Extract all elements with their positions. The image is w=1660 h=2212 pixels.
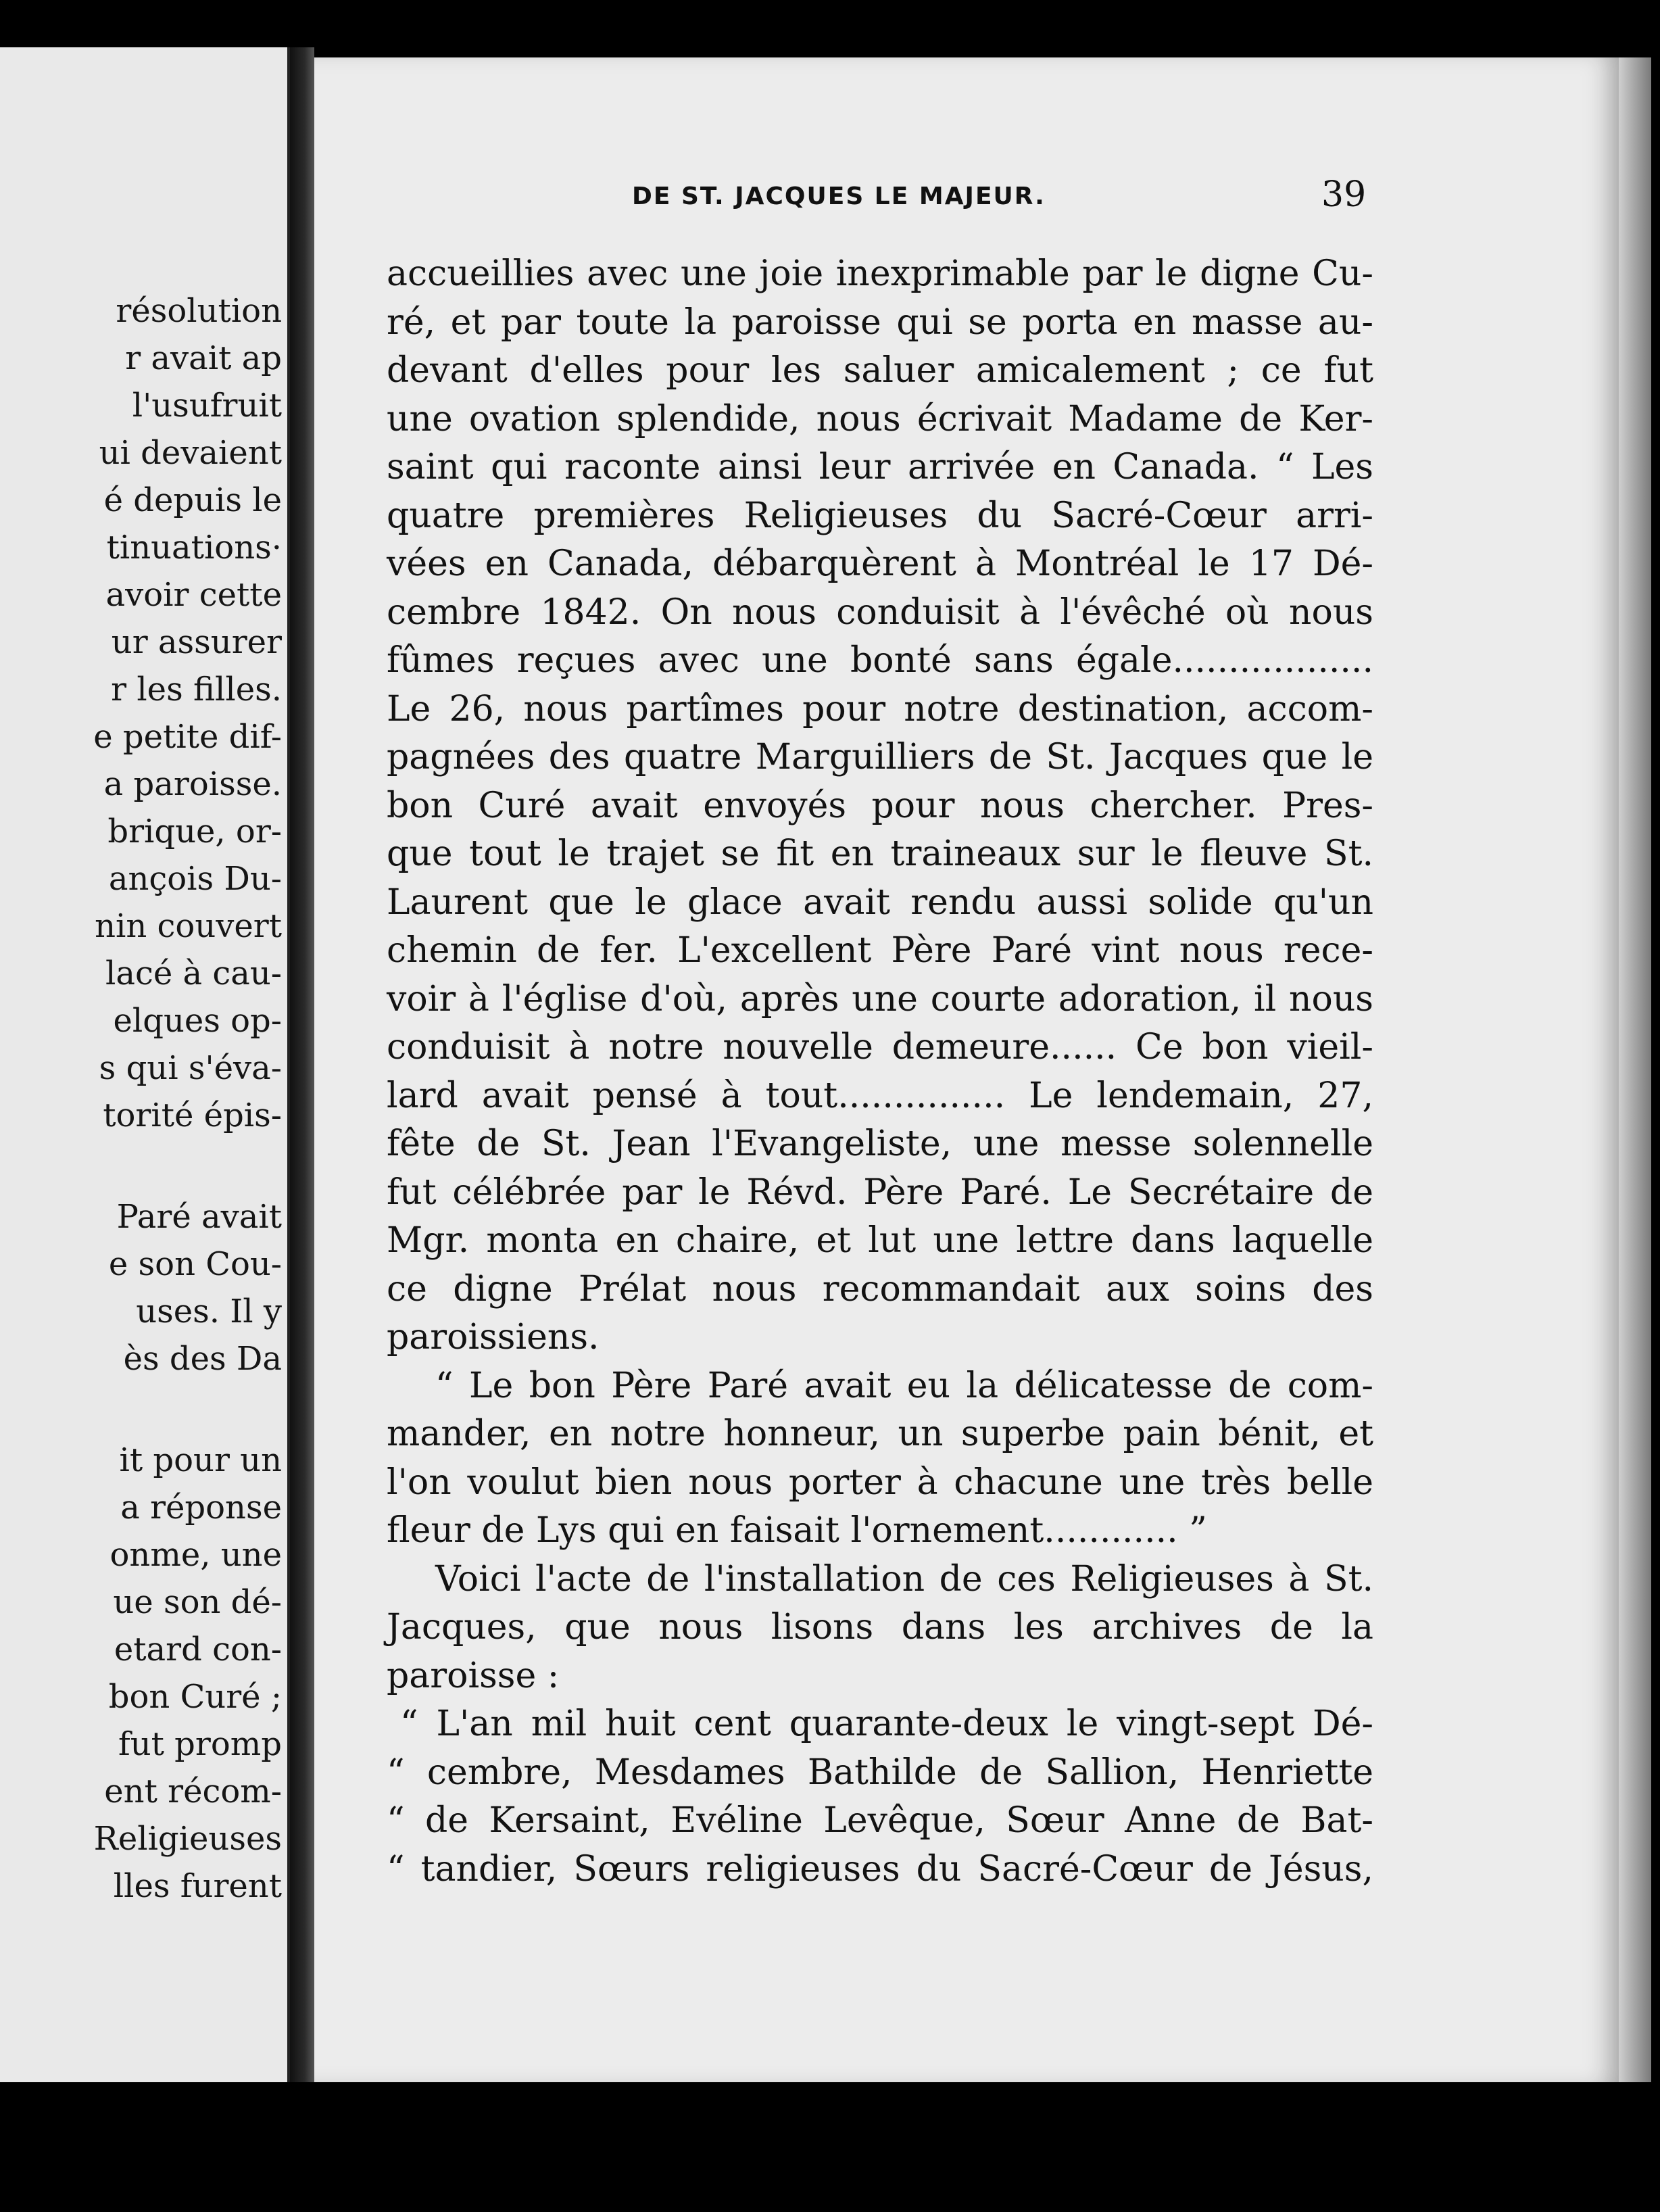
text-line: bon Curé avait envoyés pour nous chercher. Pres-: [387, 785, 1373, 826]
left-line: etard con-: [114, 1631, 282, 1668]
left-line: Religieuses: [93, 1820, 282, 1858]
left-line: uses. Il y: [136, 1293, 282, 1330]
text-line: “ cembre, Mesdames Bathilde de Sallion, Henriette: [387, 1752, 1373, 1793]
left-line: fut promp: [118, 1725, 282, 1763]
left-line: r les filles.: [111, 671, 282, 708]
text-line: paroissiens.: [387, 1317, 600, 1357]
left-line: r avait ap: [125, 339, 282, 377]
left-line: e son Cou-: [108, 1245, 282, 1283]
text-line: fête de St. Jean l'Evangeliste, une messe solennelle: [387, 1124, 1373, 1164]
left-line: é depuis le: [103, 481, 282, 519]
left-line: e petite dif-: [93, 718, 282, 756]
left-line: bon Curé ;: [108, 1678, 282, 1716]
left-line: elques op-: [113, 1002, 282, 1040]
left-line: onme, une: [109, 1536, 282, 1574]
left-line: brique, or-: [107, 813, 282, 850]
text-line: pagnées des quatre Marguilliers de St. Jacques que le: [387, 737, 1373, 777]
left-line: ès des Da: [123, 1340, 282, 1378]
text-line: voir à l'église d'où, après une courte adoration, il nous: [387, 978, 1373, 1019]
text-line: Mgr. monta en chaire, et lut une lettre dans laquelle: [387, 1220, 1373, 1261]
left-line: Paré avait: [116, 1198, 282, 1236]
body-text: [387, 250, 1373, 1894]
text-line: quatre premières Religieuses du Sacré-Cœur arri-: [387, 495, 1373, 536]
text-line: Le 26, nous partîmes pour notre destination, accom-: [387, 688, 1373, 729]
left-page-fragment: [0, 47, 290, 2082]
text-line: “ de Kersaint, Evéline Levêque, Sœur Anne de Bat-: [387, 1800, 1373, 1841]
text-line: une ovation splendide, nous écrivait Madame de Ker-: [387, 398, 1373, 439]
text-line: cembre 1842. On nous conduisit à l'évêché où nous: [387, 592, 1373, 633]
text-line: ré, et par toute la paroisse qui se porta en masse au-: [387, 302, 1373, 343]
text-line: “ tandier, Sœurs religieuses du Sacré-Cœur de Jésus,: [387, 1848, 1373, 1890]
text-line: mander, en notre honneur, un superbe pain bénit, et: [387, 1414, 1373, 1454]
running-head: DE ST. JACQUES LE MAJEUR.: [632, 183, 1046, 210]
text-line: vées en Canada, débarquèrent à Montréal le 17 Dé-: [387, 544, 1373, 584]
page-edge: [1619, 57, 1651, 2082]
left-line: a réponse: [120, 1489, 282, 1526]
left-line: it pour un: [119, 1441, 282, 1479]
left-line: avoir cette: [105, 576, 282, 614]
left-line: tinuations·: [106, 529, 282, 567]
text-line: ce digne Prélat nous recommandait aux soins des: [387, 1268, 1373, 1309]
text-line: que tout le trajet se fit en traineaux sur le fleuve St.: [387, 834, 1373, 874]
text-line: paroisse :: [387, 1655, 560, 1696]
left-line: ui devaient: [99, 434, 282, 472]
left-line: ent récom-: [104, 1773, 282, 1810]
page-number: 39: [1321, 174, 1367, 215]
text-line: l'on voulut bien nous porter à chacune une très belle: [387, 1462, 1373, 1503]
text-line: lard avait pensé à tout............... Le lendemain, 27,: [387, 1075, 1373, 1116]
left-line: nin couvert: [95, 907, 282, 945]
left-line: lacé à cau-: [105, 955, 282, 992]
text-line: chemin de fer. L'excellent Père Paré vint nous rece-: [387, 930, 1373, 971]
text-line: Voici l'acte de l'installation de ces Religieuses à St.: [435, 1558, 1373, 1600]
text-line: conduisit à notre nouvelle demeure...... Ce bon vieil-: [387, 1027, 1373, 1067]
text-line: fleur de Lys qui en faisait l'ornement............ ”: [387, 1510, 1207, 1551]
left-line: ue son dé-: [113, 1583, 282, 1621]
text-line: fut célébrée par le Révd. Père Paré. Le Secrétaire de: [387, 1172, 1373, 1213]
left-line: ançois Du-: [108, 860, 282, 898]
text-line: fûmes reçues avec une bonté sans égale..................: [387, 640, 1373, 681]
text-line: devant d'elles pour les saluer amicalement ; ce fut: [387, 350, 1373, 391]
text-line: “ L'an mil huit cent quarante-deux le vingt-sept Dé-: [400, 1704, 1373, 1744]
text-line: saint qui raconte ainsi leur arrivée en Canada. “ Les: [387, 447, 1373, 487]
left-line: résolution: [116, 292, 282, 330]
left-line: torité épis-: [103, 1097, 282, 1134]
left-line: l'usufruit: [132, 387, 282, 425]
text-line: Jacques, que nous lisons dans les archives de la: [387, 1607, 1373, 1648]
left-line: lles furent: [113, 1867, 282, 1905]
book-gutter: [290, 47, 314, 2082]
left-line: s qui s'éva-: [99, 1049, 282, 1087]
text-line: accueillies avec une joie inexprimable par le digne Cu-: [387, 254, 1373, 294]
text-line: Laurent que le glace avait rendu aussi solide qu'un: [387, 882, 1373, 923]
left-line: ur assurer: [111, 623, 282, 661]
left-line: a paroisse.: [103, 765, 282, 803]
text-line: “ Le bon Père Paré avait eu la délicatesse de com-: [435, 1365, 1373, 1406]
